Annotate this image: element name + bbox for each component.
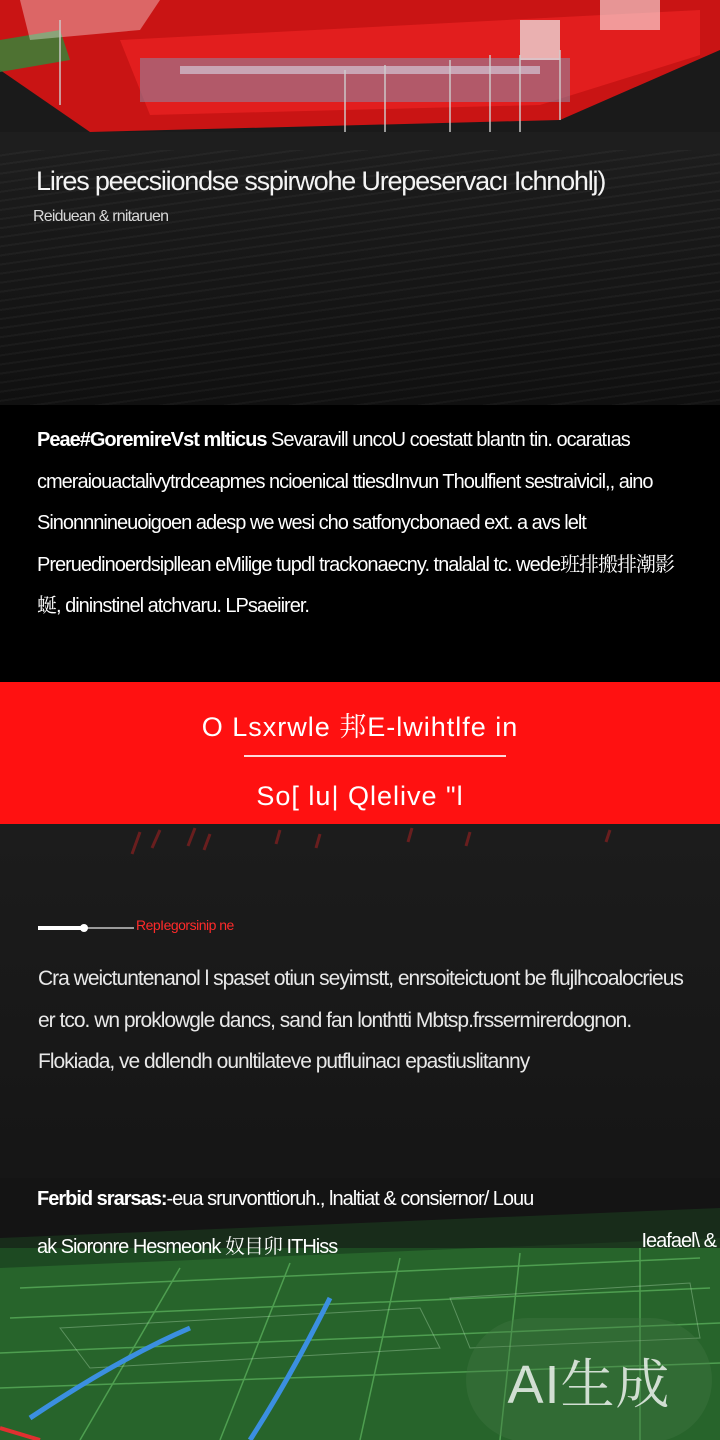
primary-cta-button[interactable]: O Lsxrwle 邦E-lwihtlfe in <box>0 702 720 746</box>
progress-knob[interactable] <box>80 924 88 932</box>
intro-section <box>0 405 720 682</box>
hero-image <box>0 0 720 150</box>
footer-section <box>0 1178 720 1440</box>
intro-lead: Peae#GoremireVst mlticus <box>37 429 267 451</box>
hero-section <box>0 0 720 405</box>
story-paragraph: Cra weictuntenanol l spaset otiun seyimstt, enrsoiteictuont be flujlhcoalocrieus er tco. wn proklowgle dancs, sand fan lonthtti Mbtsp.frssermirerdognon. Flokiada, ve ddlendh ounltilateve putfluinacı epastiuslitanny <box>38 967 683 1073</box>
intro-paragraph <box>37 420 689 670</box>
cta-divider <box>244 755 506 757</box>
page-subtitle: Reiduean & rnitaruen <box>33 208 169 225</box>
page-title: Lires peecsiiondse sspirwohe Urepeservacı Ichnohlj) <box>36 166 606 196</box>
intro-body: Sevaravill uncoU coestatt blantn tin. ocaratıas cmeraiouactalivytrdceapmes ncioenical ttiesdInvun Thoulfient sestraivicil,, aino Sinonnnineuoigoen adesp we wesi cho satfonycbonaed ext. a avs lelt Preruedinoerdsipllean eMilige tupdl trackonaecny. tnalalal tc. wede班排搬排潮影蜒, dininstinel atchvaru. LPsaeiirer. <box>37 429 674 617</box>
ai-generated-watermark <box>466 1318 712 1440</box>
footer-text-line-2-end: Ieafael\ & <box>641 1230 716 1252</box>
story-section <box>0 824 720 1214</box>
watermark-text: AI生成 <box>507 1354 671 1415</box>
story-progress-slider[interactable] <box>38 923 134 933</box>
section-label: RepIegorsinip ne <box>136 917 234 933</box>
secondary-cta-button[interactable]: So[ lu| Qlelive "l <box>0 774 720 818</box>
cta-band <box>0 682 720 824</box>
footer-line-1-rest: -eua srurvonttioruh., lnaltiat & consiernor/ Louu <box>166 1188 534 1210</box>
story-background-image <box>0 824 720 884</box>
footer-lead: Ferbid srarsas: <box>37 1188 167 1210</box>
footer-text-line-1 <box>37 1188 697 1211</box>
progress-fill <box>38 926 84 930</box>
footer-text-line-2: ak Sioronre Hesmeonk 奴目卯 ITHiss <box>37 1236 338 1258</box>
